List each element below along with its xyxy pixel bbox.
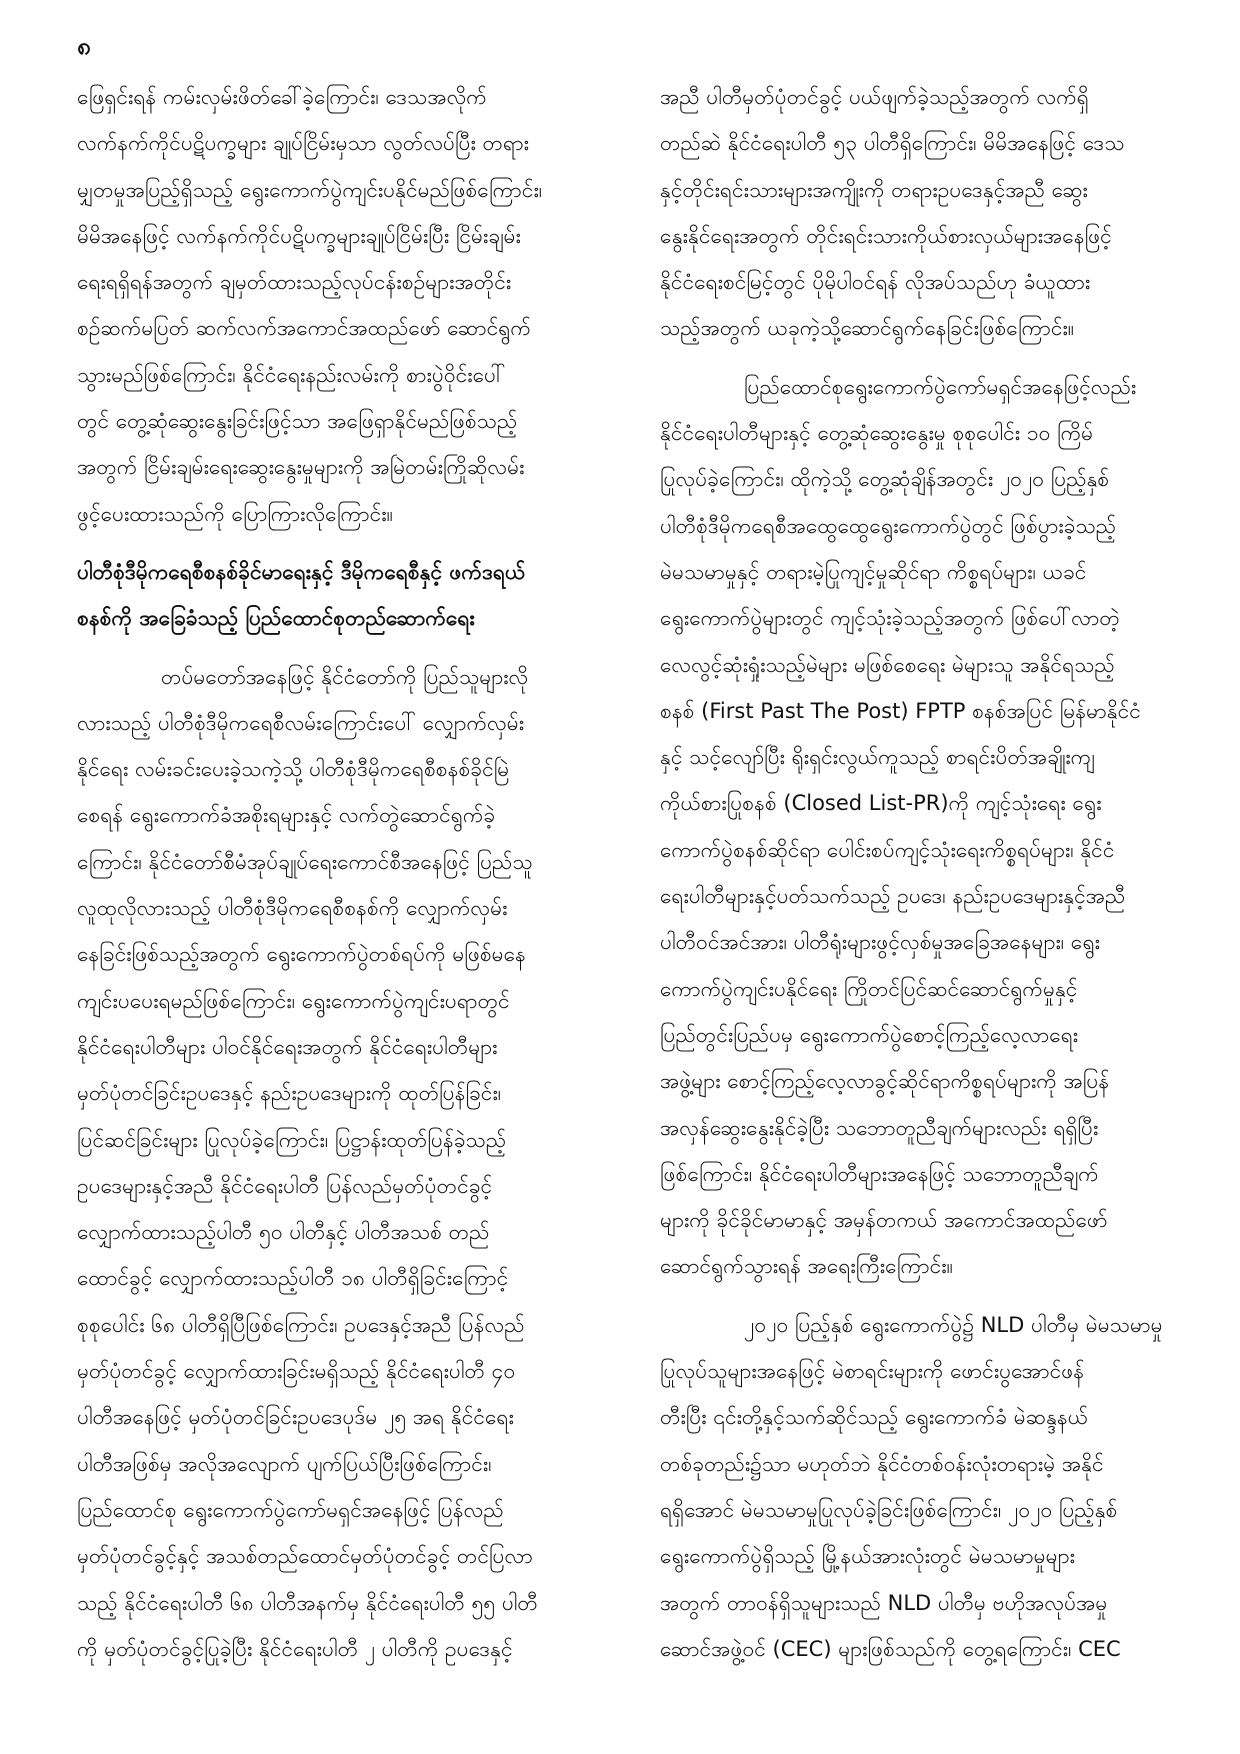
left-column — [77, 74, 607, 1684]
paragraph: တပ်မတော်အနေဖြင့် နိုင်ငံတော်ကို ပြည်သူများလို လားသည့် ပါတီစုံဒီမိုကရေစီလမ်းကြောင်းပေါ် လျှောက်လှမ်း နိုင်ရေး လမ်းခင်းပေးခဲ့သကဲ့သို့ ပါတီစုံဒီမိုကရေစီစနစ်ခိုင်မြဲ စေရန် ရွေးကောက်ခံအစိုးရများနှင့် လက်တွဲဆောင်ရွက်ခဲ့ ကြောင်း၊ နိုင်ငံတော်စီမံအုပ်ချုပ်ရေးကောင်စီအနေဖြင့် ပြည်သူ လူထုလိုလားသည့် ပါတီစုံဒီမိုကရေစီစနစ်ကို လျှောက်လှမ်း နေခြင်းဖြစ်သည့်အတွက် ရွေးကောက်ပွဲတစ်ရပ်ကို မဖြစ်မနေ ကျင်းပပေးရမည်ဖြစ်ကြောင်း၊ ရွေးကောက်ပွဲကျင်းပရာတွင် နိုင်ငံရေးပါတီများ ပါဝင်နိုင်ရေးအတွက် နိုင်ငံရေးပါတီများ မှတ်ပုံတင်ခြင်းဥပဒေနှင့် နည်းဥပဒေများကို ထုတ်ပြန်ခြင်း၊ ပြင်ဆင်ခြင်းများ ပြုလုပ်ခဲ့ကြောင်း၊ ပြဋ္ဌာန်းထုတ်ပြန်ခဲ့သည့် ဥပဒေများနှင့်အညီ နိုင်ငံရေးပါတီ ပြန်လည်မှတ်ပုံတင်ခွင့် လျှောက်ထားသည့်ပါတီ ၅၀ ပါတီနှင့် ပါတီအသစ် တည် ထောင်ခွင့် လျှောက်ထားသည့်ပါတီ ၁၈ ပါတီရှိခြင်းကြောင့် စုစုပေါင်း ၆၈ ပါတီရှိပြီဖြစ်ကြောင်း၊ ဥပဒေနှင့်အညီ ပြန်လည် မှတ်ပုံတင်ခွင့် လျှောက်ထားခြင်းမရှိသည့် နိုင်ငံရေးပါတီ ၄၀ ပါတီအနေဖြင့် မှတ်ပုံတင်ခြင်းဥပဒေပုဒ်မ ၂၅ အရ နိုင်ငံရေး ပါတီအဖြစ်မှ အလိုအလျောက် ပျက်ပြယ်ပြီးဖြစ်ကြောင်း၊ ပြည်ထောင်စု ရွေးကောက်ပွဲကော်မရှင်အနေဖြင့် ပြန်လည် မှတ်ပုံတင်ခွင့်နှင့် အသစ်တည်ထောင်မှတ်ပုံတင်ခွင့် တင်ပြလာ သည့် နိုင်ငံရေးပါတီ ၆၈ ပါတီအနက်မှ နိုင်ငံရေးပါတီ ၅၅ ပါတီ ကို မှတ်ပုံတင်ခွင့်ပြုခဲ့ပြီး နိုင်ငံရေးပါတီ ၂ ပါတီကို ဥပဒေနှင့် — [77, 664, 538, 1661]
paragraph: ၂၀၂၀ ပြည့်နှစ် ရွေးကောက်ပွဲ၌ NLD ပါတီမှ မဲမသမာမှု ပြုလုပ်သူများအနေဖြင့် မဲစာရင်းများကို ဖောင်းပွအောင်ဖန် တီးပြီး ၎င်းတို့နှင့်သက်ဆိုင်သည့် ရွေးကောက်ခံ မဲဆန္ဒနယ် တစ်ခုတည်း၌သာ မဟုတ်ဘဲ နိုင်ငံတစ်ဝန်းလုံးတရားမဲ့ အနိုင် ရရှိအောင် မဲမသမာမှုပြုလုပ်ခဲ့ခြင်းဖြစ်ကြောင်း၊ ၂၀၂၀ ပြည့်နှစ် ရွေးကောက်ပွဲရှိသည့် မြို့နယ်အားလုံးတွင် မဲမသမာမှုများ အတွက် တာဝန်ရှိသူများသည် NLD ပါတီမှ ဗဟိုအလုပ်အမှု ဆောင်အဖွဲ့ဝင် (CEC) များဖြစ်သည်ကို တွေ့ရကြောင်း၊ CEC — [660, 1312, 1163, 1661]
paragraph: ဖြေရှင်းရန် ကမ်းလှမ်းဖိတ်ခေါ်ခဲ့ကြောင်း၊ ဒေသအလိုက် လက်နက်ကိုင်ပဋိပက္ခများ ချုပ်ငြိမ်းမှသာ လွတ်လပ်ပြီး တရား မျှတမှုအပြည့်ရှိသည့် ရွေးကောက်ပွဲကျင်းပနိုင်မည်ဖြစ်ကြောင်း၊ မိမိအနေဖြင့် လက်နက်ကိုင်ပဋိပက္ခများချုပ်ငြိမ်းပြီး ငြိမ်းချမ်း ရေးရရှိရန်အတွက် ချမှတ်ထားသည့်လုပ်ငန်းစဉ်များအတိုင်း စဉ်ဆက်မပြတ် ဆက်လက်အကောင်အထည်ဖော် ဆောင်ရွက် သွားမည်ဖြစ်ကြောင်း၊ နိုင်ငံရေးနည်းလမ်းကို စားပွဲဝိုင်းပေါ် တွင် တွေ့ဆုံဆွေးနွေးခြင်းဖြင့်သာ အဖြေရှာနိုင်မည်ဖြစ်သည့် အတွက် ငြိမ်းချမ်းရေးဆွေးနွေးမှုများကို အမြဲတမ်းကြိုဆိုလမ်း ဖွင့်ပေးထားသည်ကို ပြောကြားလိုကြောင်း။ — [77, 85, 543, 526]
page-number: ၈ — [77, 32, 91, 60]
paragraph: ပြည်ထောင်စုရွေးကောက်ပွဲကော်မရှင်အနေဖြင့်လည်း နိုင်ငံရေးပါတီများနှင့် တွေ့ဆုံဆွေးနွေးမှု စုစုပေါင်း ၁၀ ကြိမ် ပြုလုပ်ခဲ့ကြောင်း၊ ထိုကဲ့သို့ တွေ့ဆုံချိန်အတွင်း ၂၀၂၀ ပြည့်နှစ် ပါတီစုံဒီမိုကရေစီအထွေထွေရွေးကောက်ပွဲတွင် ဖြစ်ပွားခဲ့သည့် မဲမသမာမှုနှင့် တရားမဲ့ပြုကျင့်မှုဆိုင်ရာ ကိစ္စရပ်များ၊ ယခင် ရွေးကောက်ပွဲများတွင် ကျင့်သုံးခဲ့သည့်အတွက် ဖြစ်ပေါ်လာတဲ့ လေလွင့်ဆုံးရှုံးသည့်မဲများ မဖြစ်စေရေး မဲများသူ အနိုင်ရသည့် စနစ် (First Past The Post) FPTP စနစ်အပြင် မြန်မာနိုင်ငံ နှင့် သင့်လျော်ပြီး ရိုးရှင်းလွယ်ကူသည့် စာရင်းပိတ်အချိုးကျ ကိုယ်စားပြုစနစ် (Closed List-PR)ကို ကျင့်သုံးရေး ရွေး ကောက်ပွဲစနစ်ဆိုင်ရာ ပေါင်းစပ်ကျင့်သုံးရေးကိစ္စရပ်များ၊ နိုင်ငံ ရေးပါတီများနှင့်ပတ်သက်သည့် ဥပဒေ၊ နည်းဥပဒေများနှင့်အညီ ပါတီဝင်အင်အား၊ ပါတီရုံးများဖွင့်လှစ်မှုအခြေအနေများ၊ ရွေး ကောက်ပွဲကျင်းပနိုင်ရေး ကြိုတင်ပြင်ဆင်ဆောင်ရွက်မှုနှင့် ပြည်တွင်းပြည်ပမှ ရွေးကောက်ပွဲစောင့်ကြည့်လေ့လာရေး အဖွဲ့များ စောင့်ကြည့်လေ့လာခွင့်ဆိုင်ရာကိစ္စရပ်များကို အပြန် အလှန်ဆွေးနွေးနိုင်ခဲ့ပြီး သဘောတူညီချက်များလည်း ရရှိပြီး ဖြစ်ကြောင်း၊ နိုင်ငံရေးပါတီများအနေဖြင့် သဘောတူညီချက် များကို ခိုင်ခိုင်မာမာနှင့် အမှန်တကယ် အကောင်အထည်ဖော် ဆောင်ရွက်သွားရန် အရေးကြီးကြောင်း။ — [660, 374, 1141, 1279]
section-heading: ပါတီစုံဒီမိုကရေစီစနစ်ခိုင်မာရေးနှင့် ဒီမိုကရေစီနှင့် ဖက်ဒရယ် စနစ်ကို အခြေခံသည့် ပြည်ထောင်စုတည်ဆောက်ရေး — [77, 559, 526, 631]
paragraph: အညီ ပါတီမှတ်ပုံတင်ခွင့် ပယ်ဖျက်ခဲ့သည့်အတွက် လက်ရှိ တည်ဆဲ နိုင်ငံရေးပါတီ ၅၃ ပါတီရှိကြောင်း၊ မိမိအနေဖြင့် ဒေသ နှင့်တိုင်းရင်းသားများအကျိုးကို တရားဥပဒေနှင့်အညီ ဆွေး နွေးနိုင်ရေးအတွက် တိုင်းရင်းသားကိုယ်စားလှယ်များအနေဖြင့် နိုင်ငံရေးစင်မြင့်တွင် ပိုမိုပါဝင်ရန် လိုအပ်သည်ဟု ခံယူထား သည့်အတွက် ယခုကဲ့သို့ဆောင်ရွက်နေခြင်းဖြစ်ကြောင်း။ — [660, 85, 1125, 341]
right-column — [660, 74, 1190, 1684]
